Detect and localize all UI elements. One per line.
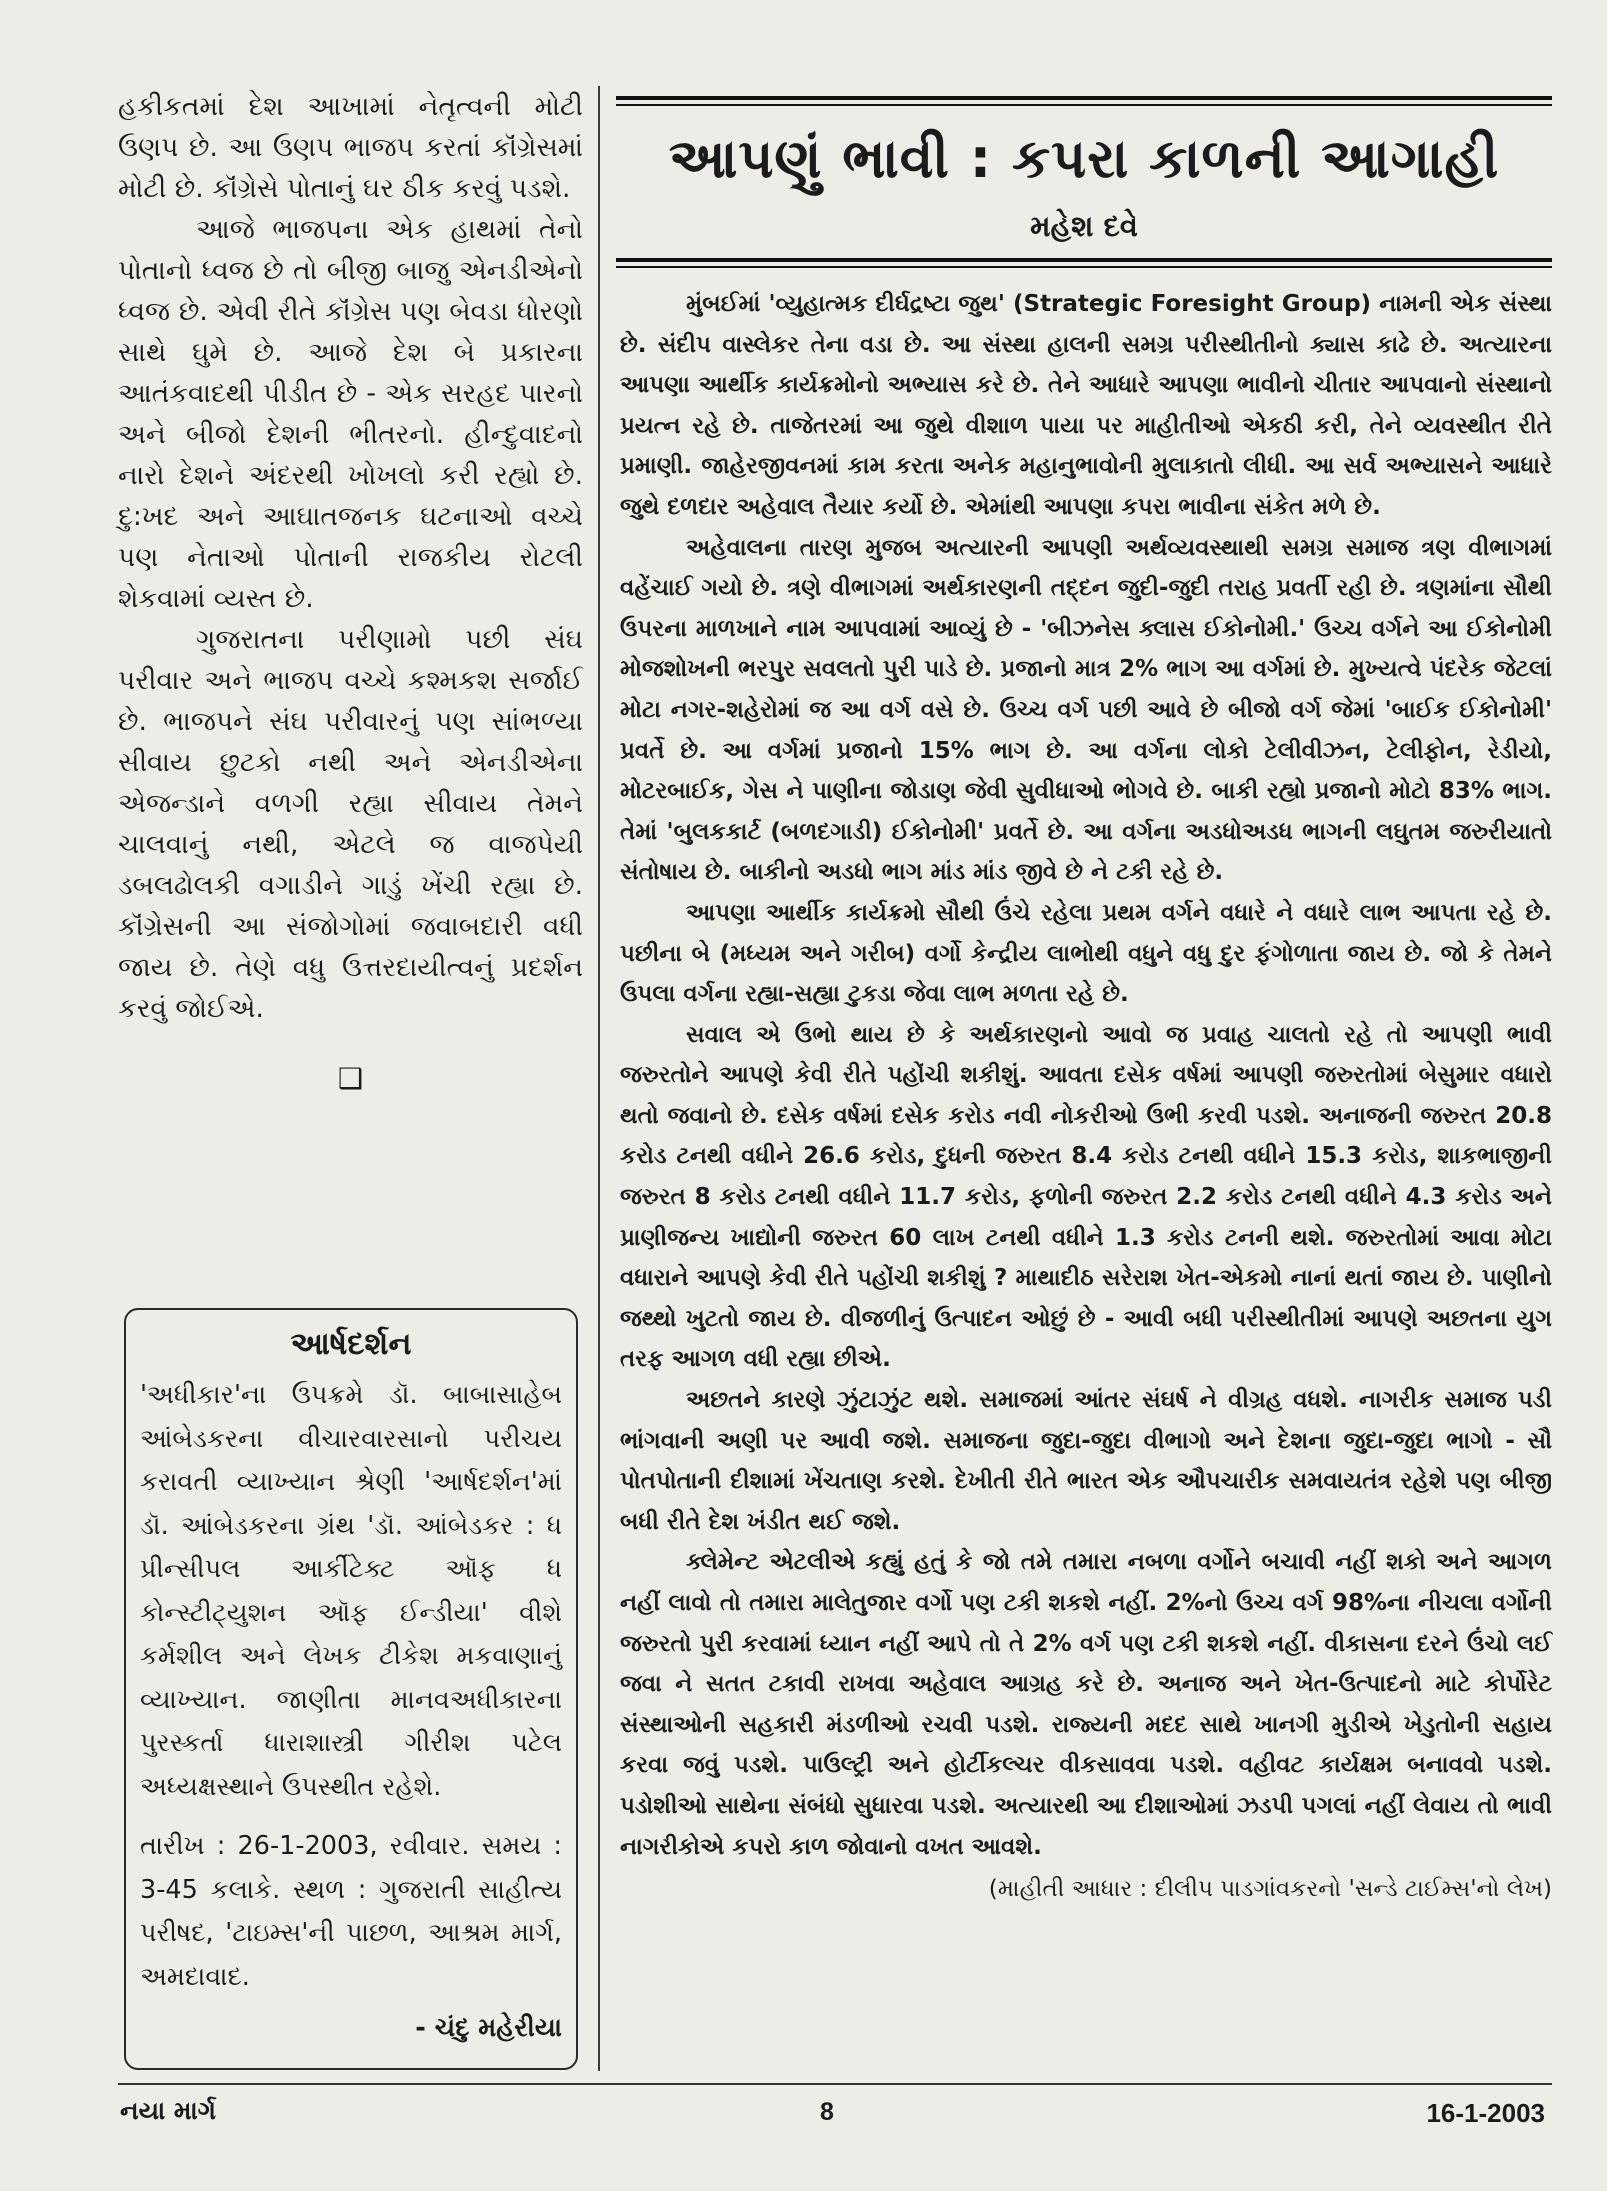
footer-rule bbox=[118, 2083, 1552, 2085]
column-divider bbox=[598, 86, 600, 2071]
article-paragraph-2: અહેવાલના તારણ મુજબ અત્યારની આપણી અર્થવ્યવસ્થાથી સમગ્ર સમાજ ત્રણ વીભાગમાં વહેંચાઈ ગયો છે. ત્રણે વીભાગમાં અર્થકારણની તદ્દન જુદી-જુદી તરાહ પ્રવર્તી રહી છે. ત્રણમાંના સૌથી ઉપરના માળખાને નામ આપવામાં આવ્યું છે - 'બીઝનેસ ક્લાસ ઈકોનોમી.' ઉચ્ચ વર્ગને આ ઈકોનોમી મોજશોખની ભરપુર સવલતો પુરી પાડે છે. પ્રજાનો માત્ર 2% ભાગ આ વર્ગમાં છે. મુખ્યત્વે પંદરેક જેટલાં મોટા નગર-શહેરોમાં જ આ વર્ગ વસે છે. ઉચ્ચ વર્ગ પછી આવે છે બીજો વર્ગ જેમાં 'બાઈક ઈકોનોમી' પ્રવર્તે છે. આ વર્ગમાં પ્રજાનો 15% ભાગ છે. આ વર્ગના લોકો ટેલીવીઝન, ટેલીફોન, રેડીયો, મોટરબાઈક, ગેસ ને પાણીના જોડાણ જેવી સુવીધાઓ ભોગવે છે. બાકી રહ્યો પ્રજાનો મોટો 83% ભાગ. તેમાં 'બુલકકાર્ટ (બળદગાડી) ઈકોનોમી' પ્રવર્તે છે. આ વર્ગના અડધોઅડધ ભાગની લઘુતમ જરુરીયાતો સંતોષાય છે. બાકીનો અડધો ભાગ માંડ માંડ જીવે છે ને ટકી રહે છે. bbox=[620, 534, 1552, 886]
publication-name: નયા માર્ગ bbox=[120, 2096, 216, 2125]
box-body: 'અધીકાર'ના ઉપક્રમે ડૉ. બાબાસાહેબ આંબેડકરના વીચારવારસાનો પરીચય કરાવતી વ્યાખ્યાન શ્રેણી 'આર્ષદર્શન'માં ડૉ. આંબેડકરના ગ્રંથ 'ડૉ. આંબેડકર : ધ પ્રીન્સીપલ આર્કીટેક્ટ ઑફ ધ કોન્સ્ટીટ્યુશન ઑફ ઈન્ડીયા' વીશે કર્મશીલ અને લેખક ટીકેશ મકવાણાનું વ્યાખ્યાન. જાણીતા માનવઅધીકારના પુરસ્કર્તા ધારાશાસ્ત્રી ગીરીશ પટેલ અધ્યક્ષસ્થાને ઉપસ્થીત રહેશે. bbox=[140, 1380, 562, 1802]
issue-date: 16-1-2003 bbox=[1426, 2098, 1545, 2128]
title-rule-bottom-thin bbox=[616, 266, 1552, 268]
article-title: આપણું ભાવી : કપરા કાળની આગાહી bbox=[668, 127, 1500, 190]
left-column bbox=[118, 86, 583, 1099]
box-signature: - ચંદુ મહેરીયા bbox=[415, 2013, 562, 2043]
article-paragraph-4: સવાલ એ ઉભો થાય છે કે અર્થકારણનો આવો જ પ્રવાહ ચાલતો રહે તો આપણી ભાવી જરુરતોને આપણે કેવી રીતે પહોંચી શકીશું. આવતા દસેક વર્ષમાં આપણી જરુરતોમાં બેસુમાર વધારો થતો જવાનો છે. દસેક વર્ષમાં દસેક કરોડ નવી નોકરીઓ ઉભી કરવી પડશે. અનાજની જરુરત 20.8 કરોડ ટનથી વધીને 26.6 કરોડ, દુધની જરુરત 8.4 કરોડ ટનથી વધીને 15.3 કરોડ, શાકભાજીની જરુરત 8 કરોડ ટનથી વધીને 11.7 કરોડ, ફળોની જરુરત 2.2 કરોડ ટનથી વધીને 4.3 કરોડ અને પ્રાણીજન્ય ખાદ્યોની જરુરત 60 લાખ ટનથી વધીને 1.3 કરોડ ટનની થશે. જરુરતોમાં આવા મોટા વધારાને આપણે કેવી રીતે પહોંચી શકીશું ? માથાદીઠ સરેરાશ ખેત-એકમો નાનાં થતાં જાય છે. પાણીનો જથ્થો ખુટતો જાય છે. વીજળીનું ઉત્પાદન ઓછું છે - આવી બધી પરીસ્થીતીમાં આપણે અછતના યુગ તરફ આગળ વધી રહ્યા છીએ. bbox=[620, 1021, 1552, 1373]
left-paragraph-2: આજે ભાજપના એક હાથમાં તેનો પોતાનો ધ્વજ છે તો બીજી બાજુ એનડીએનો ધ્વજ છે. એવી રીતે કૉંગ્રેસ પણ બેવડા ધોરણો સાથે ઘુમે છે. આજે દેશ બે પ્રકારના આતંકવાદથી પીડીત છે - એક સરહદ પારનો અને બીજો દેશની ભીતરનો. હીન્દુવાદનો નારો દેશને અંદરથી ખોખલો કરી રહ્યો છે. દુ:ખદ અને આઘાતજનક ઘટનાઓ વચ્ચે પણ નેતાઓ પોતાની રાજકીય રોટલી શેકવામાં વ્યસ્ત છે. bbox=[118, 214, 583, 614]
title-rule-bottom-thick bbox=[616, 258, 1552, 262]
box-event-details: તારીખ : 26-1-2003, રવીવાર. સમય : 3-45 કલાકે. સ્થળ : ગુજરાતી સાહીત્ય પરીષદ, 'ટાઇમ્સ'ની પાછળ, આશ્રમ માર્ગ, અમદાવાદ. bbox=[140, 1831, 562, 1992]
article-paragraph-6: ક્લેમેન્ટ એટલીએ કહ્યું હતું કે જો તમે તમારા નબળા વર્ગોને બચાવી નહીં શકો અને આગળ નહીં લાવો તો તમારા માલેતુજાર વર્ગો પણ ટકી શકશે નહીં. 2%નો ઉચ્ચ વર્ગ 98%ના નીચલા વર્ગોની જરુરતો પુરી કરવામાં ધ્યાન નહીં આપે તો તે 2% વર્ગ પણ ટકી શકશે નહીં. વીકાસના દરને ઉંચો લઈ જવા ને સતત ટકાવી રાખવા અહેવાલ આગ્રહ કરે છે. અનાજ અને ખેત-ઉત્પાદનો માટે કોર્પોરેટ સંસ્થાઓની સહકારી મંડળીઓ રચવી પડશે. રાજ્યની મદદ સાથે ખાનગી મુડીએ ખેડુતોની સહાય કરવા જવું પડશે. પાઉલ્ટ્રી અને હોર્ટીકલ્ચર વીકસાવવા પડશે. વહીવટ કાર્યક્ષમ બનાવવો પડશે. પડોશીઓ સાથેના સંબંધો સુધારવા પડશે. અત્યારથી આ દીશાઓમાં ઝડપી પગલાં નહીં લેવાય તો ભાવી નાગરીકોએ કપરો કાળ જોવાનો વખત આવશે. bbox=[620, 1549, 1552, 1860]
left-paragraph-1: હકીકતમાં દેશ આખામાં નેતૃત્વની મોટી ઉણપ છે. આ ઉણપ ભાજપ કરતાં કૉંગ્રેસમાં મોટી છે. કૉંગ્રેસે પોતાનું ઘર ઠીક કરવું પડશે. bbox=[118, 91, 583, 204]
article-author: મહેશ દવે bbox=[1030, 209, 1138, 243]
event-notice-box bbox=[124, 1308, 578, 2070]
article-paragraph-3: આપણા આર્થીક કાર્યક્રમો સૌથી ઉંચે રહેલા પ્રથમ વર્ગને વધારે ને વધારે લાભ આપતા રહે છે. પછીના બે (મધ્યમ અને ગરીબ) વર્ગો કેન્દ્રીય લાભોથી વધુને વધુ દુર ફંગોળાતા જાય છે. જો કે તેમને ઉપલા વર્ગના રહ્યા-સહ્યા ટુકડા જેવા લાભ મળતા રહે છે. bbox=[620, 899, 1552, 1008]
article-paragraph-1: મુંબઈમાં 'વ્યુહાત્મક દીર્ઘદ્રષ્ટા જુથ' (Strategic Foresight Group) નામની એક સંસ્થા છે. સંદીપ વાસ્લેકર તેના વડા છે. આ સંસ્થા હાલની સમગ્ર પરીસ્થીતીનો ક્યાસ કાઢે છે. અત્યારના આપણા આર્થીક કાર્યક્રમોનો અભ્યાસ કરે છે. તેને આધારે આપણા ભાવીનો ચીતાર આપવાનો સંસ્થાનો પ્રયત્ન રહે છે. તાજેતરમાં આ જુથે વીશાળ પાયા પર માહીતીઓ એકઠી કરી, તેને વ્યવસ્થીત રીતે પ્રમાણી. જાહેરજીવનમાં કામ કરતા અનેક મહાનુભાવોની મુલાકાતો લીધી. આ સર્વ અભ્યાસને આધારે જુથે દળદાર અહેવાલ તૈયાર કર્યો છે. એમાંથી આપણા કપરા ભાવીના સંકેત મળે છે. bbox=[620, 291, 1552, 520]
title-rule-top-thick bbox=[616, 96, 1552, 100]
box-title: આર્ષદર્શન bbox=[290, 1326, 412, 1362]
end-mark: ❑ bbox=[337, 1062, 364, 1095]
article-body bbox=[620, 284, 1552, 1910]
title-rule-top-thin bbox=[616, 104, 1552, 106]
article-paragraph-5: અછતને કારણે ઝુંટાઝુંટ થશે. સમાજમાં આંતર સંઘર્ષ ને વીગ્રહ વધશે. નાગરીક સમાજ પડી ભાંગવાની અણી પર આવી જશે. સમાજના જુદા-જુદા વીભાગો અને દેશના જુદા-જુદા ભાગો - સૌ પોતપોતાની દીશામાં ખેંચતાણ કરશે. દેખીતી રીતે ભારત એક ઔપચારીક સમવાયતંત્ર રહેશે પણ બીજી બધી રીતે દેશ ખંડીત થઈ જશે. bbox=[620, 1387, 1552, 1535]
page-number: 8 bbox=[820, 2098, 834, 2126]
article-source: (માહીતી આધાર : દીલીપ પાડગાંવકરનો 'સન્ડે ટાઈમ્સ'નો લેખ) bbox=[988, 1876, 1552, 1903]
left-paragraph-3: ગુજરાતના પરીણામો પછી સંઘ પરીવાર અને ભાજપ વચ્ચે કશ્મકશ સર્જાઈ છે. ભાજપને સંઘ પરીવારનું પણ સાંભળ્યા સીવાય છુટકો નથી અને એનડીએના એજન્ડાને વળગી રહ્યા સીવાય તેમને ચાલવાનું નથી, એટલે જ વાજપેયી ડબલઢોલકી વગાડીને ગાડું ખેંચી રહ્યા છે. કૉંગ્રેસની આ સંજોગોમાં જવાબદારી વધી જાય છે. તેણે વધુ ઉત્તરદાયીત્વનું પ્રદર્શન કરવું જોઈએ. bbox=[118, 624, 583, 1024]
